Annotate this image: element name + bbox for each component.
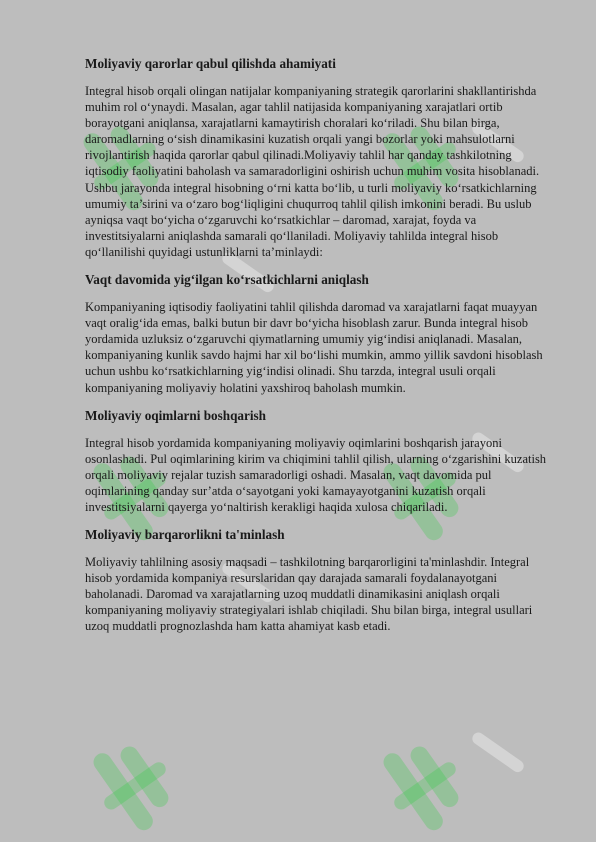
section-paragraph: Moliyaviy tahlilning asosiy maqsadi – tashkilotning barqarorligini ta'minlashdir. Integral hisob yordamida kompaniya resurslaridan qay darajada samarali foydalanayotgani baholanadi. Daromad va xarajatlarning uzoq muddatli dinamikasini aniqlash orqali kompaniyaning moliyaviy strategiyalari ishlab chiqiladi. Shu bilan birga, integral usullari uzoq muddatli prognozlashda ham katta ahamiyat kasb etadi.: [85, 555, 533, 634]
section-stability: [85, 527, 555, 634]
section-heading: Moliyaviy oqimlarni boshqarish: [85, 407, 266, 423]
section-heading: Moliyaviy qarorlar qabul qilishda ahamiyati: [85, 56, 336, 71]
section-paragraph: Kompaniyaning iqtisodiy faoliyatini tahlil qilishda daromad va xarajatlarni faqat muayyan vaqt oralig‘ida emas, balki butun bir davr bo‘yicha hisoblash zarur. Bunda integral hisob yordamida uzluksiz o‘zgaruvchi qiymatlarning umumiy yig‘indisi aniqlanadi. Masalan, kompaniyaning kunlik savdo hajmi har xil bo‘lishi mumkin, ammo yillik savdoni hisoblash uchun ushbu ko‘rsatkichlarning yig‘indisi olinadi. Shu tarzda, integral usuli orqali kompaniyaning moliyaviy holatini yaxshiroq baholash mumkin.: [85, 300, 543, 395]
section-heading: Vaqt davomida yig‘ilgan ko‘rsatkichlarni aniqlash: [85, 272, 369, 288]
section-accumulated-indicators: [85, 272, 555, 396]
document-body: [85, 56, 555, 647]
section-decisions: [85, 56, 555, 260]
watermark-letter: [470, 730, 526, 774]
watermark-logo: [369, 727, 480, 842]
section-paragraph: Integral hisob yordamida kompaniyaning moliyaviy oqimlarini boshqarish jarayoni osonlashadi. Pul oqimlarining kirim va chiqimini tahlil qilish, ularning o‘zgarishini kuzatish orqali moliyaviy rejalar tuzish samaradorligi oshadi. Masalan, vaqt davomida pul oqimlarining qanday sur’atda o‘sayotgani yoki kamayayotganini kuzatish orqali investitsiyalarni qayerga yo‘naltirish kerakligi haqida xulosa chiqariladi.: [85, 435, 547, 514]
section-cash-flow: [85, 408, 555, 515]
watermark-logo: [79, 727, 190, 842]
section-paragraph: Integral hisob orqali olingan natijalar kompaniyaning strategik qarorlarini shakllantirishda muhim rol o‘ynaydi. Masalan, agar tahlil natijasida kompaniyaning xarajatlari ortib borayotgani aniqlansa, xarajatlarni kamaytirish choralari ko‘riladi. Shu bilan birga, daromadlarning o‘sish dinamikasini kuzatish orqali yangi bozorlar yoki mahsulotlarni rivojlantirish haqida qarorlar qabul qilinadi.Moliyaviy tahlil har qanday tashkilotning iqtisodiy faoliyatini baholash va samaradorligini oshirish uchun muhim vosita hisoblanadi. Ushbu jarayonda integral hisobning o‘rni katta bo‘lib, u turli moliyaviy ko‘rsatkichlarning umumiy ta’sirini va o‘zaro bog‘liqligini chuqurroq tahlil qilish imkonini beradi. Bu uslub ayniqsa vaqt bo‘yicha o‘zgaruvchi ko‘rsatkichlar – daromad, xarajat, foyda va investitsiyalarni aniqlashda samarali qo‘llaniladi. Moliyaviy tahlilda integral hisob qo‘llanilishi quyidagi ustunliklarni ta’minlaydi:: [85, 84, 540, 259]
section-heading: Moliyaviy barqarorlikni ta'minlash: [85, 527, 285, 543]
